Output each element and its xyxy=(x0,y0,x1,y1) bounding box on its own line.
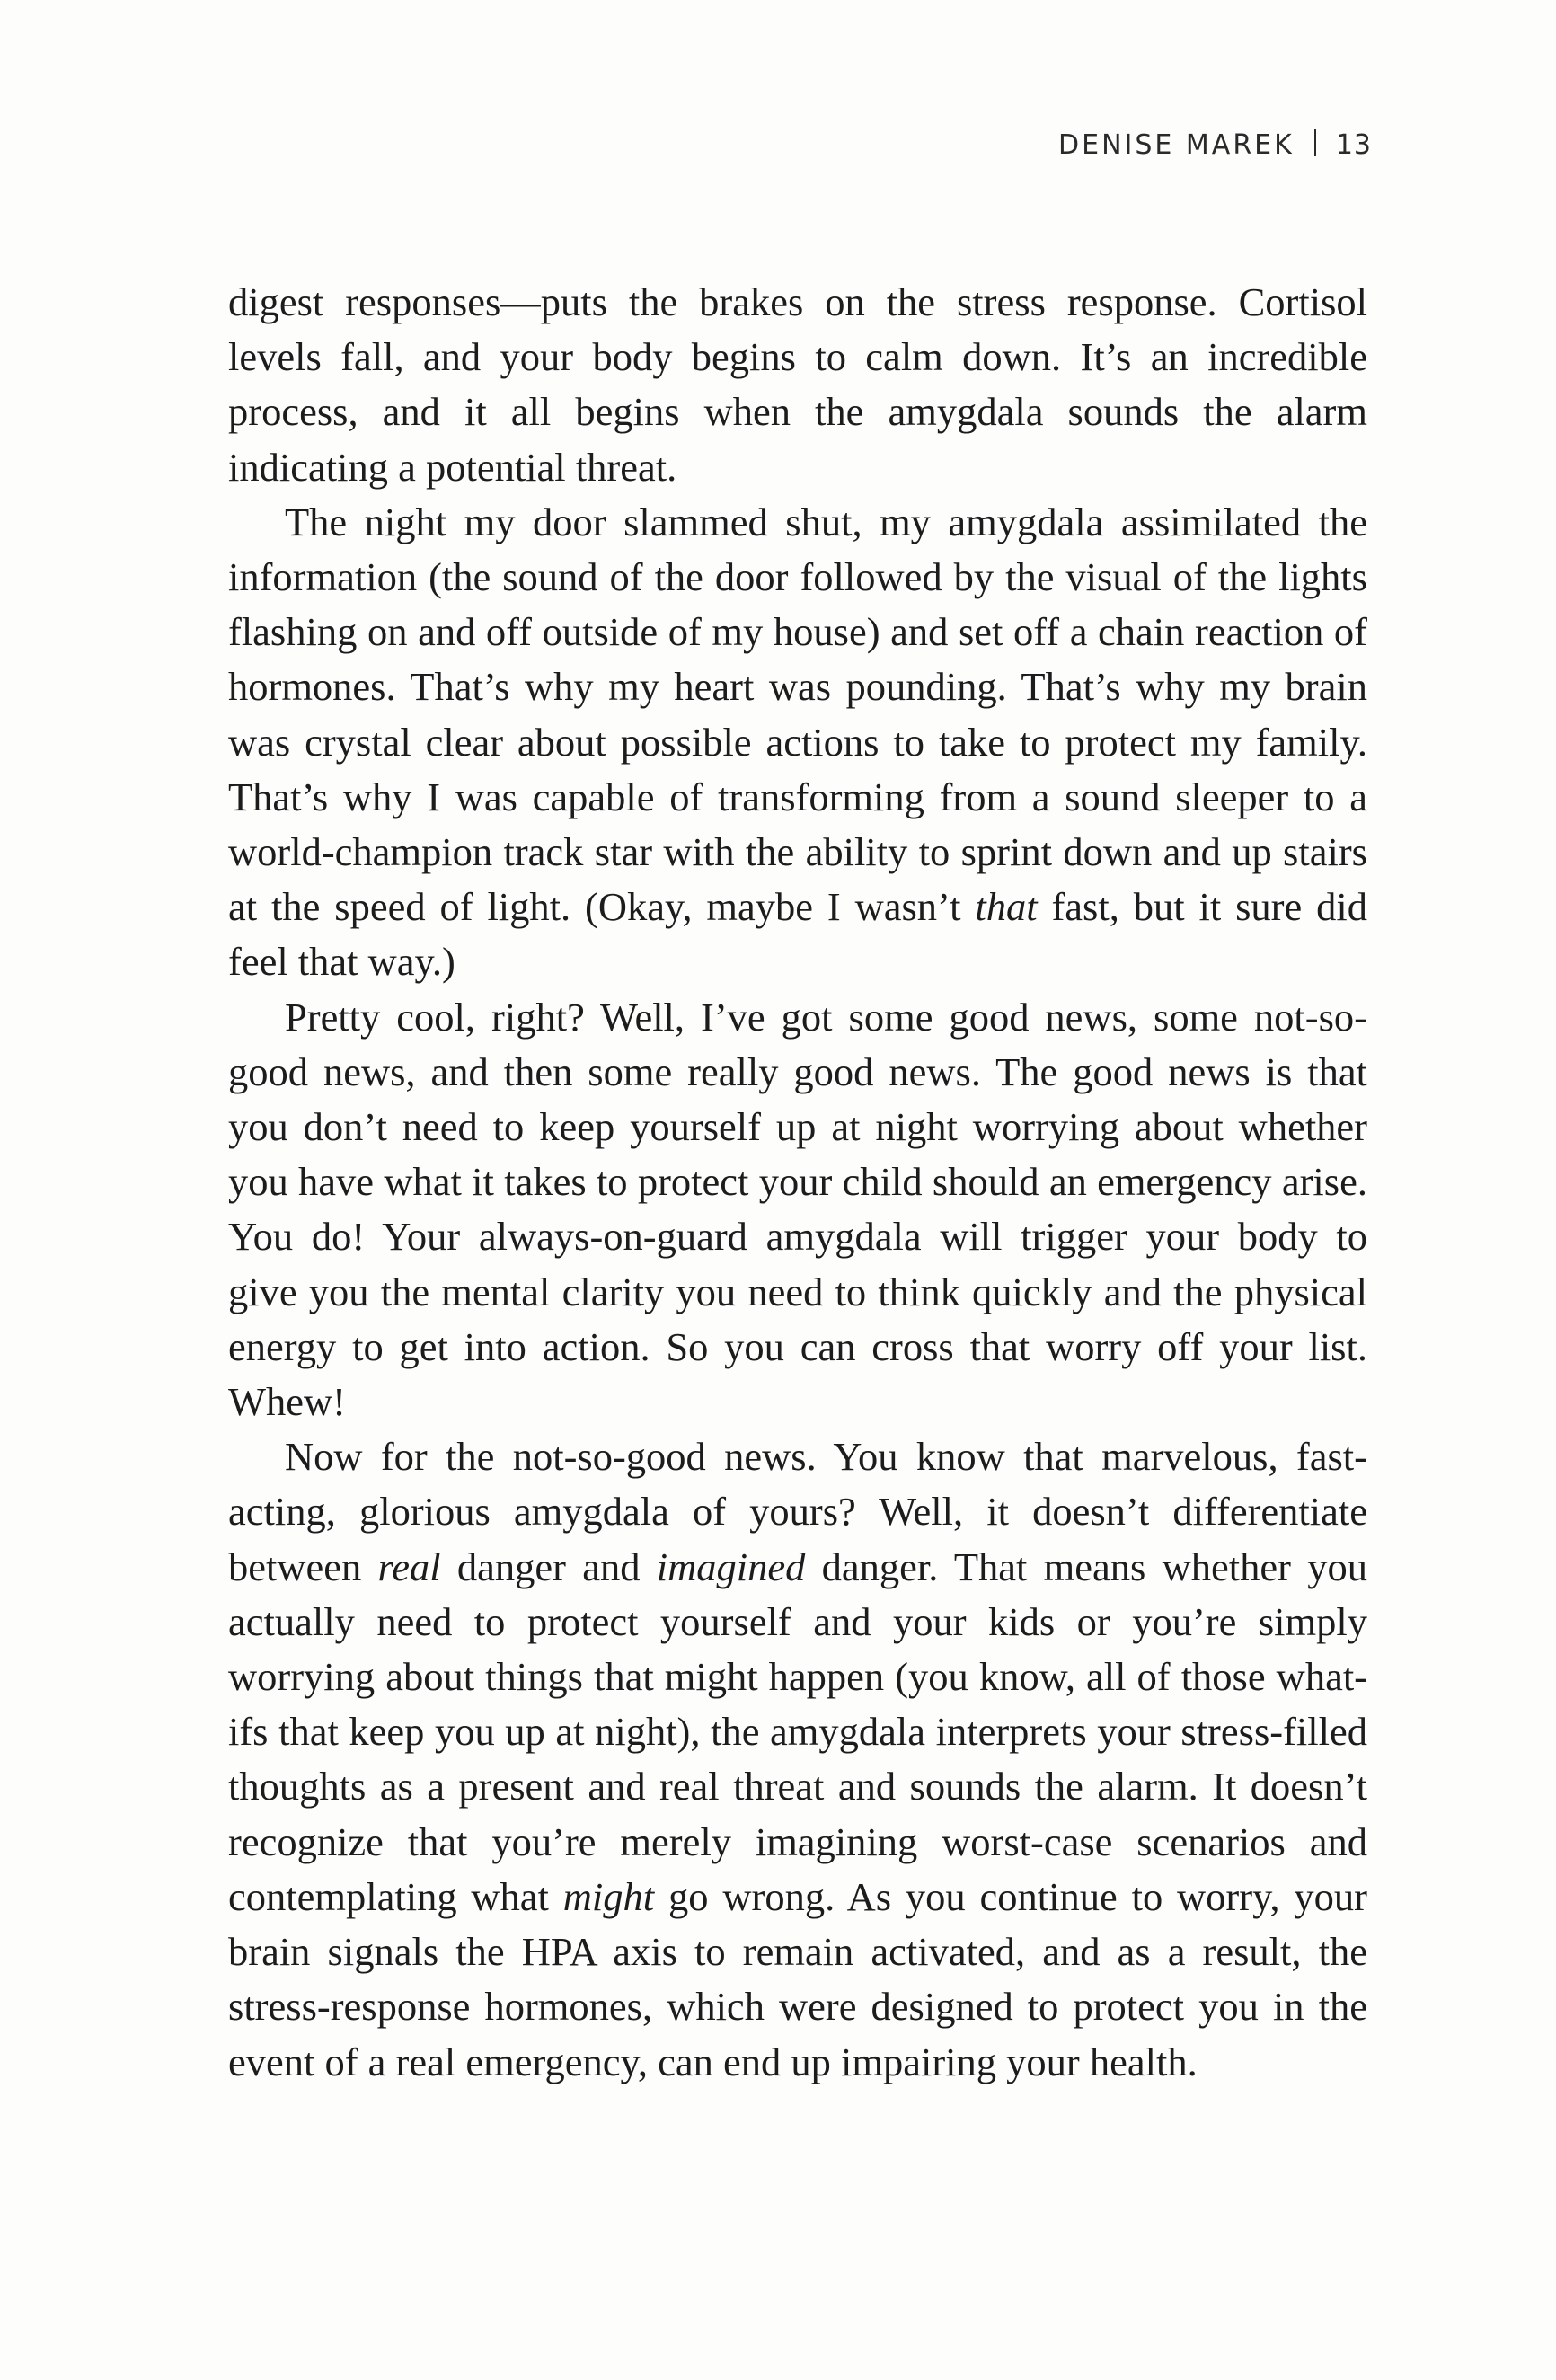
running-head-separator xyxy=(1314,129,1316,156)
paragraph-2-text-a: The night my door slammed shut, my amygdala assimilated the information (the sound of the door followed by the visual of the lights flashing on and off outside of my house) and set off a chain reaction of hormones. That’s why my heart was pounding. That’s why my brain was crystal clear about possible actions to take to protect my family. That’s why I was capable of transforming from a sound sleeper to a world-champion track star with the ability to sprint down and up stairs at the speed of light. (Okay, maybe I wasn’t xyxy=(228,499,1367,930)
paragraph-4-emphasis-imagined: imagined xyxy=(656,1544,806,1589)
paragraph-4-emphasis-real: real xyxy=(377,1544,441,1589)
paragraph-2 xyxy=(228,495,1367,990)
paragraph-2-emphasis: that xyxy=(975,884,1038,930)
paragraph-2-text-b: fast, but it sure did feel that way.) xyxy=(228,884,1368,985)
paragraph-1 xyxy=(228,275,1367,495)
running-head xyxy=(1058,129,1372,161)
paragraph-4-text-b: danger and xyxy=(440,1544,657,1589)
paragraph-4-emphasis-might: might xyxy=(562,1873,655,1919)
paragraph-4-text-d: go wrong. As you continue to worry, your brain signals the HPA axis to remain activated, and as a result, the stress-response hormones, which were designed to protect you in the event of a real emergency, can end up impairing your health. xyxy=(228,1873,1367,2084)
paragraph-4-text-a: Now for the not-so-good news. You know that marvelous, fast-acting, glorious amygdala of yours? Well, it doesn’t differentiate between xyxy=(228,1434,1367,1589)
page-number: 13 xyxy=(1335,129,1372,161)
paragraph-3 xyxy=(228,990,1367,1430)
paragraph-3-text: Pretty cool, right? Well, I’ve got some good news, some not-so-good news, and then some really good news. The good news is that you don’t need to keep yourself up at night worrying about whether you have what it takes to protect your child should an emergency arise. You do! Your always-on-guard amygdala will trigger your body to give you the mental clarity you need to think quickly and the physical energy to get into action. So you can cross that worry off your list. Whew! xyxy=(228,994,1367,1425)
paragraph-4-text-c: danger. That means whether you actually need to protect yourself and your kids or you’re simply worrying about things that might happen (you know, all of those what-ifs that keep you up at night), the amygdala interprets your stress-filled thoughts as a present and real threat and sounds the alarm. It doesn’t recognize that you’re merely imagining worst-case scenarios and contemplating what xyxy=(228,1544,1367,1919)
body-text xyxy=(228,275,1367,2090)
paragraph-1-text: digest responses—puts the brakes on the stress response. Cortisol levels fall, and your body begins to calm down. It’s an incredible process, and it all begins when the amygdala sounds the alarm indicating a potential threat. xyxy=(228,279,1367,490)
running-head-author: DENISE MAREK xyxy=(1058,129,1295,161)
paragraph-4 xyxy=(228,1429,1367,2089)
